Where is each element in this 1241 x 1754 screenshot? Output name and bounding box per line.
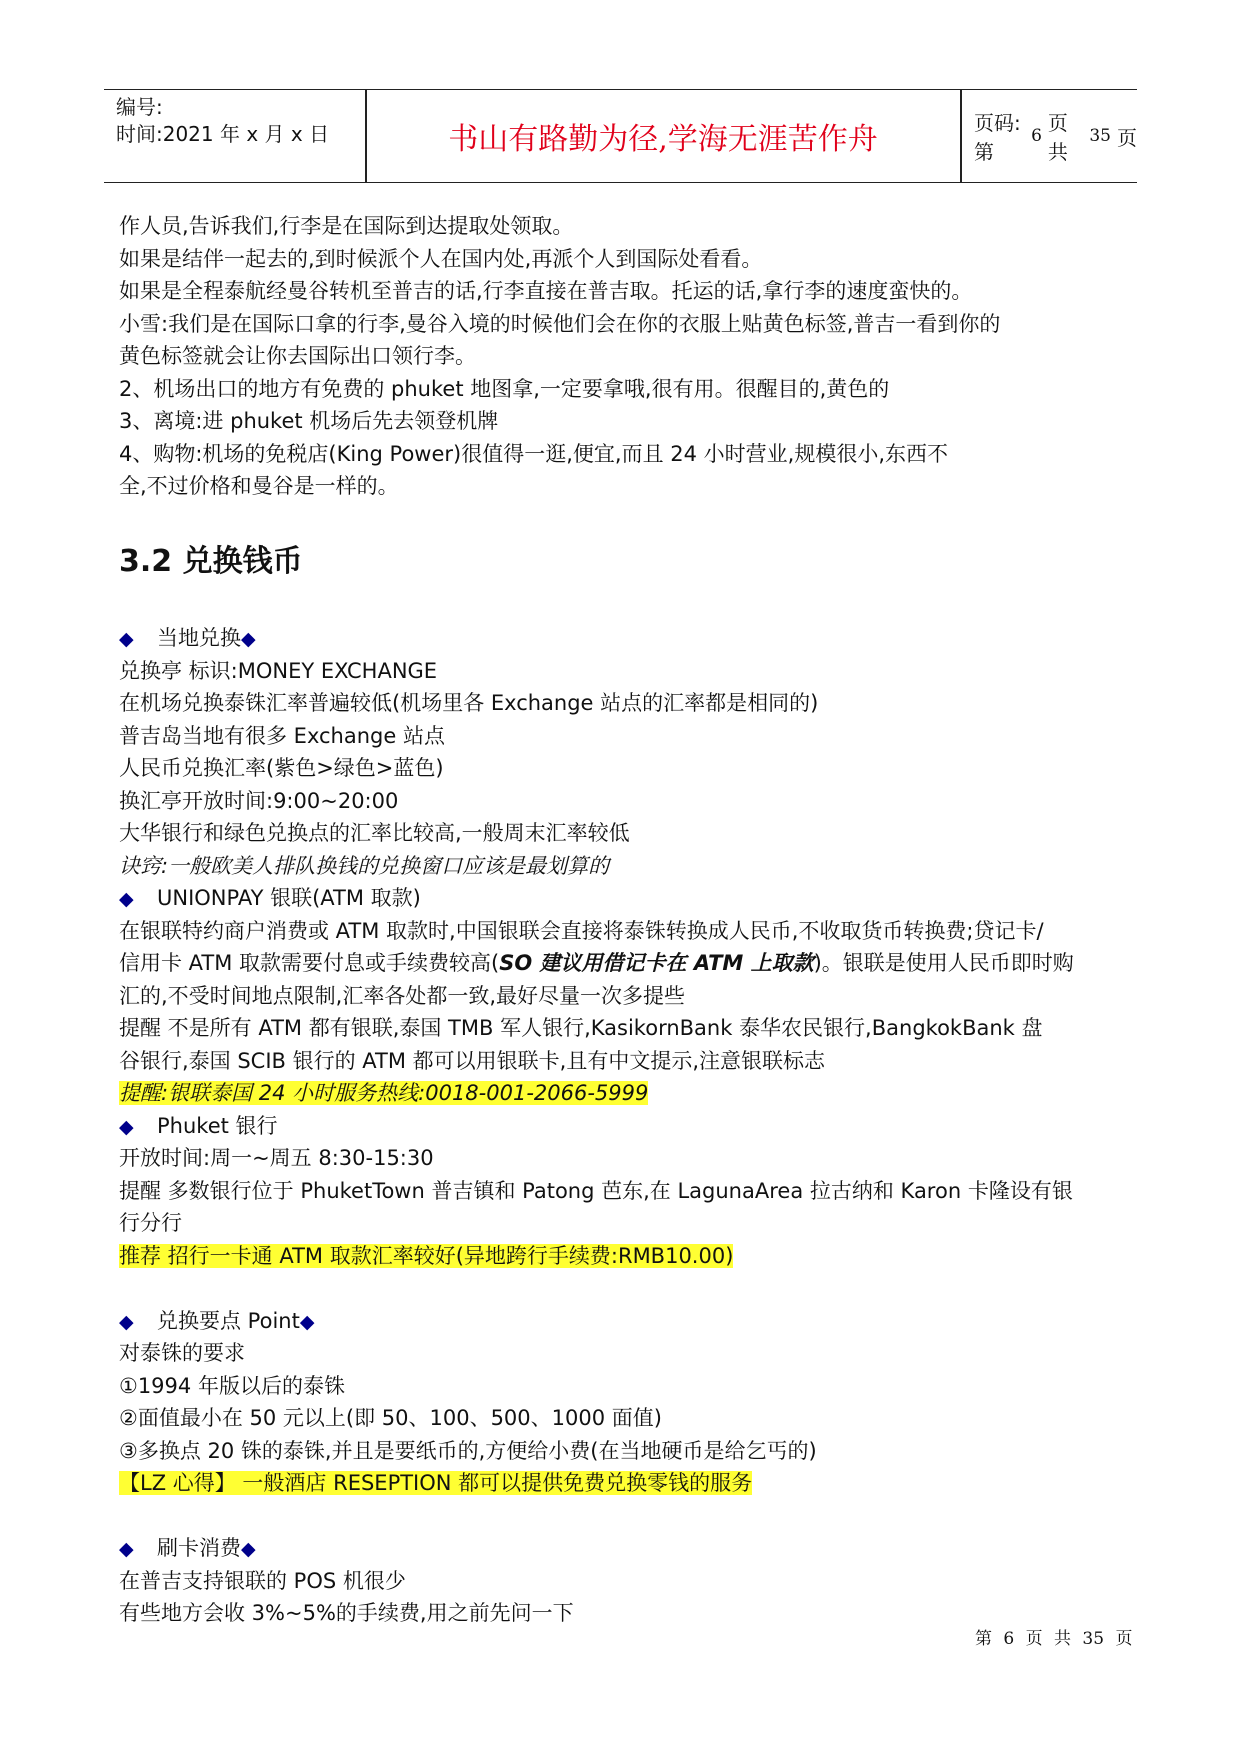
recommend-line xyxy=(119,1240,1129,1273)
paragraph-line: 2、机场出口的地方有免费的 phuket 地图拿,一定要拿哦,很有用。很醒目的,黄色的 xyxy=(119,376,890,401)
text-span: 信用卡 ATM 取款需要付息或手续费较高( xyxy=(119,951,500,975)
paragraph-line: ②面值最小在 50 元以上(即 50、100、500、1000 面值) xyxy=(119,1406,662,1430)
paragraph-line: 行分行 xyxy=(119,1211,182,1235)
highlight-hotline: 提醒:银联泰国 24 小时服务热线:0018-001-2066-5999 xyxy=(119,1081,649,1105)
diamond-bullet-icon: ◆ xyxy=(119,1115,134,1138)
paragraph-line: 在普吉支持银联的 POS 机很少 xyxy=(119,1568,406,1593)
header-motto: 书山有路勤为径,学海无涯苦作舟 xyxy=(448,122,878,157)
diamond-bullet-icon: ◆ xyxy=(119,1310,134,1333)
tip-line: 诀窍:一般欧美人排队换钱的兑换窗口应该是最划算的 xyxy=(119,853,610,878)
paragraph-line: 开放时间:周一~周五 8:30-15:30 xyxy=(119,1146,434,1170)
paragraph-line: 4、购物:机场的免税店(King Power)很值得一逛,便宜,而且 24 小时营业,规模很小,东西不 xyxy=(119,441,949,466)
paragraph-line: 人民币兑换汇率(紫色>绿色>蓝色) xyxy=(119,756,444,780)
heading-text: 兑换要点 Point xyxy=(157,1308,300,1333)
paragraph-line: 在银联特约商户消费或 ATM 取款时,中国银联会直接将泰铢转换成人民币,不收取货币转换费;贷记卡/ xyxy=(119,918,1044,943)
bullet-heading-exchange-points xyxy=(119,1305,1129,1338)
paragraph-line: 对泰铢的要求 xyxy=(119,1341,245,1365)
header-divider xyxy=(960,90,962,182)
header-page-number xyxy=(974,90,1137,182)
bullet-heading-phuket-bank xyxy=(119,1110,1129,1143)
paragraph-line: 谷银行,泰国 SCIB 银行的 ATM 都可以用银联卡,且有中文提示,注意银联标志 xyxy=(119,1048,825,1073)
paragraph-line: 有些地方会收 3%~5%的手续费,用之前先问一下 xyxy=(119,1601,574,1625)
diamond-bullet-icon: ◆ xyxy=(119,1538,134,1560)
paragraph-line: 兑换亭 标识:MONEY EXCHANGE xyxy=(119,658,438,683)
highlight-lz-tip: 【LZ 心得】 一般酒店 RESEPTION 都可以提供免费兑换零钱的服务 xyxy=(119,1471,753,1495)
lz-tip-line xyxy=(119,1467,1129,1500)
text-span: )。银联是使用人民币即时购 xyxy=(813,951,1074,975)
paragraph-line: 汇的,不受时间地点限制,汇率各处都一致,最好尽量一次多提些 xyxy=(119,983,686,1008)
paragraph-line: 如果是全程泰航经曼谷转机至普吉的话,行李直接在普吉取。托运的话,拿行李的速度蛮快的。 xyxy=(119,279,973,303)
section-heading: 3.2 兑换钱币 xyxy=(119,544,303,579)
diamond-bullet-icon: ◆ xyxy=(119,628,134,650)
number-label: 编号: xyxy=(116,95,163,119)
page-prefix: 页码:第 xyxy=(974,111,1021,164)
diamond-bullet-icon: ◆ xyxy=(241,1538,256,1560)
heading-text: 当地兑换 xyxy=(157,626,241,650)
bullet-heading-card-payment xyxy=(119,1532,1129,1565)
page-header xyxy=(104,89,1137,183)
paragraph-line: 普吉岛当地有很多 Exchange 站点 xyxy=(119,723,445,748)
diamond-bullet-icon: ◆ xyxy=(299,1310,315,1333)
paragraph-line: ③多换点 20 铢的泰铢,并且是要纸币的,方便给小费(在当地硬币是给乞丐的) xyxy=(119,1438,817,1463)
emphasis-text: SO 建议用借记卡在 ATM 上取款 xyxy=(499,951,814,975)
paragraph-line: 3、离境:进 phuket 机场后先去领登机牌 xyxy=(119,409,499,433)
body-top xyxy=(119,210,1129,503)
paragraph-line: 提醒 不是所有 ATM 都有银联,泰国 TMB 军人银行,KasikornBank 泰华农民银行,BangkokBank 盘 xyxy=(119,1016,1043,1040)
heading-text: UNIONPAY 银联(ATM 取款) xyxy=(157,886,421,910)
diamond-bullet-icon: ◆ xyxy=(241,628,256,650)
body-main xyxy=(119,622,1129,1630)
page-total: 35 xyxy=(1089,126,1111,146)
heading-text: Phuket 银行 xyxy=(157,1113,278,1138)
paragraph-line: 如果是结伴一起去的,到时候派个人在国内处,再派个人到国际处看看。 xyxy=(119,246,763,271)
page-mid: 页 共 xyxy=(1047,111,1068,164)
paragraph-line: 提醒 多数银行位于 PhuketTown 普吉镇和 Patong 芭东,在 LagunaArea 拉古纳和 Karon 卡隆设有银 xyxy=(119,1178,1073,1203)
time-label: 时间:2021 年 x 月 x 日 xyxy=(116,122,330,146)
blank-line xyxy=(119,1500,1129,1533)
page-current: 6 xyxy=(1031,126,1042,146)
heading-text: 刷卡消费 xyxy=(157,1536,241,1560)
paragraph-line: 换汇亭开放时间:9:00~20:00 xyxy=(119,788,399,813)
paragraph-line: 作人员,告诉我们,行李是在国际到达提取处领取。 xyxy=(119,214,574,238)
paragraph-line: 黄色标签就会让你去国际出口领行李。 xyxy=(119,344,476,368)
diamond-bullet-icon: ◆ xyxy=(119,888,134,910)
bullet-heading-unionpay xyxy=(119,882,1129,915)
paragraph-line: 小雪:我们是在国际口拿的行李,曼谷入境的时候他们会在你的衣服上贴黄色标签,普吉一看到你的 xyxy=(119,311,1001,336)
page-suffix: 页 xyxy=(1117,125,1137,150)
header-info xyxy=(116,94,329,148)
paragraph-line: ①1994 年版以后的泰铢 xyxy=(119,1373,345,1398)
highlight-recommend: 推荐 招行一卡通 ATM 取款汇率较好(异地跨行手续费:RMB10.00) xyxy=(119,1243,734,1268)
paragraph-line xyxy=(119,947,1129,980)
paragraph-line: 大华银行和绿色兑换点的汇率比较高,一般周末汇率较低 xyxy=(119,821,630,845)
bullet-heading-local-exchange xyxy=(119,622,1129,655)
page-footer: 第 6 页 共 35 页 xyxy=(975,1629,1133,1649)
paragraph-line: 在机场兑换泰铢汇率普遍较低(机场里各 Exchange 站点的汇率都是相同的) xyxy=(119,691,819,715)
blank-line xyxy=(119,1272,1129,1305)
paragraph-line: 全,不过价格和曼谷是一样的。 xyxy=(119,474,399,498)
hotline-line xyxy=(119,1077,1129,1110)
